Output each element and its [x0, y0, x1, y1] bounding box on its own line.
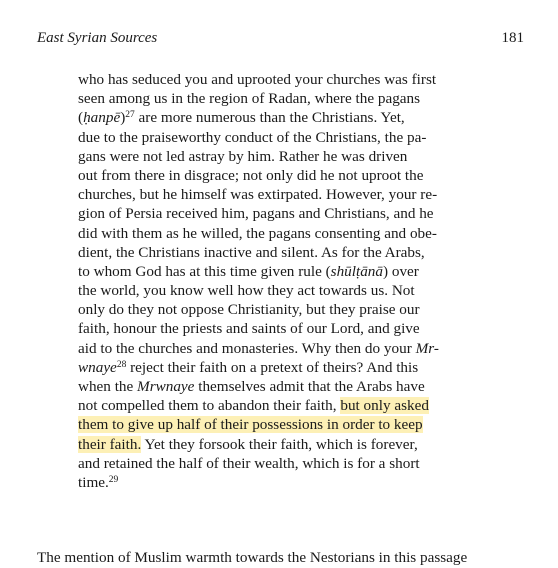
- block-quote: [78, 70, 506, 492]
- running-header: [37, 30, 524, 52]
- italic-term: shūlṭānā: [330, 262, 383, 280]
- quote-text: out from there in disgrace; not only did he not uproot the: [78, 166, 424, 184]
- quote-text: (: [78, 109, 84, 127]
- quote-line: [78, 128, 506, 147]
- quote-line: [78, 70, 506, 89]
- italic-term: wnaye: [78, 358, 117, 376]
- quote-text: gans were not led astray by him. Rather he was driven: [78, 147, 408, 165]
- quote-line: [78, 473, 506, 492]
- quote-line: [78, 89, 506, 108]
- footnote-ref: 28: [116, 359, 127, 370]
- quote-text: seen among us in the region of Radan, where the pagans: [78, 90, 421, 108]
- italic-term: Mr-: [415, 339, 439, 357]
- quote-line: [78, 166, 506, 185]
- quote-line: [78, 435, 506, 454]
- quote-text: and retained the half of their wealth, which is for a short: [78, 454, 420, 472]
- quote-line: [78, 300, 506, 319]
- highlighted-text: them to give up half of their possessions in order to keep: [78, 416, 423, 434]
- quote-text: due to the praiseworthy conduct of the Christians, the pa-: [78, 128, 427, 146]
- quote-text: ) over: [383, 262, 419, 280]
- footnote-ref: 27: [125, 110, 135, 121]
- quote-text: aid to the churches and monasteries. Why then do your: [78, 339, 416, 357]
- quote-line: [78, 454, 506, 473]
- page-number: 181: [501, 30, 524, 46]
- quote-line: [78, 185, 506, 204]
- quote-line: [78, 262, 506, 281]
- quote-line: [78, 319, 506, 338]
- italic-term: Mrwnaye: [137, 378, 195, 395]
- quote-text: dient, the Christians inactive and silent. As for the Arabs,: [78, 243, 425, 261]
- highlighted-text: their faith.: [78, 435, 142, 453]
- quote-line: [78, 358, 506, 377]
- quote-text: faith, honour the priests and saints of our Lord, and give: [78, 320, 420, 338]
- quote-line: [78, 147, 506, 166]
- quote-line: [78, 281, 506, 300]
- quote-line: [78, 204, 506, 223]
- footnote-ref: 29: [108, 474, 119, 485]
- quote-text: reject their faith on a pretext of theirs? And this: [126, 358, 419, 376]
- quote-text: did with them as he willed, the pagans consenting and obe-: [78, 224, 437, 242]
- quote-text: ): [120, 109, 126, 127]
- quote-text: are more numerous than the Christians. Yet,: [134, 109, 405, 127]
- quote-text: only do they not oppose Christianity, but they praise our: [78, 301, 420, 319]
- running-title: East Syrian Sources: [37, 30, 158, 46]
- quote-line: [78, 108, 506, 127]
- quote-text: time.: [78, 473, 109, 491]
- quote-text: churches, but he himself was extirpated. However, your re-: [78, 186, 438, 204]
- quote-text: themselves admit that the Arabs have: [194, 378, 425, 395]
- quote-text: to whom God has at this time given rule (: [78, 262, 331, 280]
- quote-text: Yet they forsook their faith, which is forever,: [141, 435, 418, 453]
- quote-line: [78, 377, 506, 396]
- highlighted-text: but only asked: [340, 397, 429, 415]
- quote-text: who has seduced you and uprooted your churches was first: [78, 71, 437, 88]
- quote-line: [78, 415, 506, 434]
- quote-line: [78, 243, 506, 262]
- body-paragraph: The mention of Muslim warmth towards the Nestorians in this passage: [37, 549, 468, 566]
- quote-line: [78, 396, 506, 415]
- quote-text: when the: [78, 378, 138, 395]
- italic-term: ḥanpē: [83, 109, 121, 127]
- quote-text: gion of Persia received him, pagans and Christians, and he: [78, 205, 434, 223]
- quote-text: not compelled them to abandon their faith,: [78, 397, 341, 415]
- quote-text: the world, you know well how they act towards us. Not: [78, 282, 415, 300]
- quote-line: [78, 339, 506, 358]
- quote-line: [78, 224, 506, 243]
